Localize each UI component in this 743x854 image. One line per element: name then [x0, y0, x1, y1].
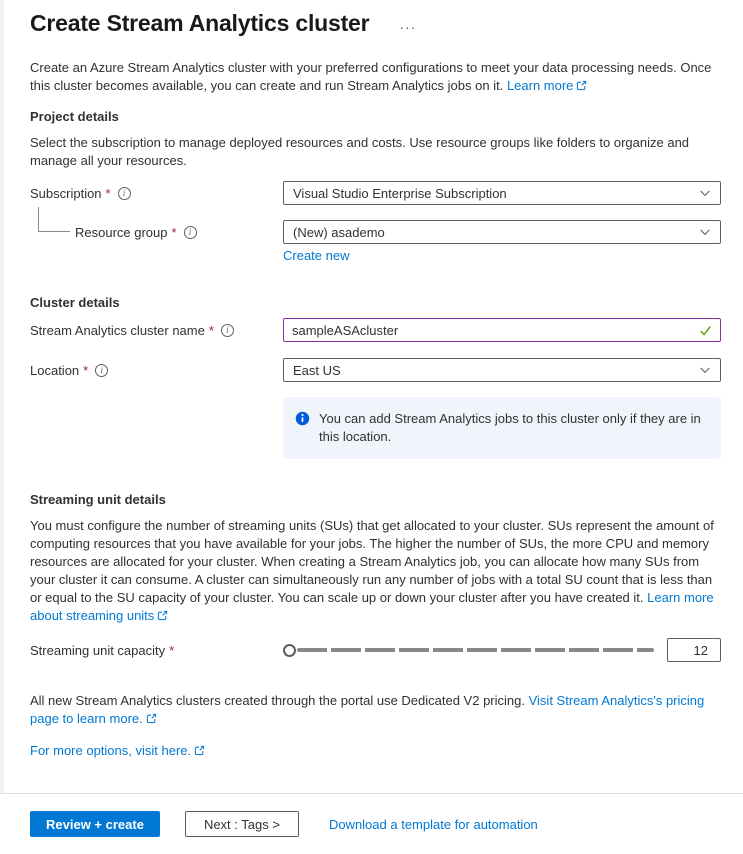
external-link-icon: [194, 745, 205, 756]
titlebar: [30, 10, 721, 37]
valid-check-icon: [699, 324, 712, 337]
chevron-down-icon: [699, 364, 711, 376]
streaming-capacity-input[interactable]: [667, 638, 721, 662]
cluster-name-row: [30, 318, 721, 342]
pricing-paragraph: All new Stream Analytics clusters created through the portal use Dedicated V2 pricing. Visit Stream Analytics's pricing page to learn more.: [30, 693, 705, 726]
required-asterisk: *: [169, 642, 175, 658]
streaming-description: You must configure the number of streaming units (SUs) that get allocated to your cluster. SUs represent the amount of computing resources that you have available for your jobs. The higher the number of SUs, the more CPU and memory resources are allocated for your cluster. When creating a Stream Analytics job, you can allocate how many SUs from your cluster it can consume. A cluster can simultaneously run any number of jobs with a total SU count that is less than or equal to the SU capacity of your cluster. You can scale up or down your cluster after you have created it. Learn more about streaming units: [30, 518, 714, 623]
subscription-label: Subscription * i: [30, 186, 283, 201]
cluster-name-input[interactable]: [292, 323, 699, 338]
page-title: Create Stream Analytics cluster: [30, 10, 370, 36]
subscription-dropdown[interactable]: [283, 181, 721, 205]
slider-handle[interactable]: [283, 644, 296, 657]
location-value: East US: [293, 362, 341, 378]
slider-track[interactable]: [297, 648, 654, 652]
required-asterisk: *: [105, 185, 111, 201]
intro-text: Create an Azure Stream Analytics cluster with your preferred configurations to meet your data processing needs. Once this cluster becomes available, you can create and run Stream Analytics jobs on it.: [30, 60, 712, 93]
info-icon[interactable]: i: [118, 187, 131, 200]
cluster-details-heading: Cluster details: [30, 295, 120, 310]
location-row: [30, 358, 721, 382]
streaming-capacity-row: [30, 638, 721, 662]
more-menu-icon[interactable]: ···: [399, 18, 417, 35]
download-template-link[interactable]: Download a template for automation: [328, 816, 538, 832]
pricing-page-link[interactable]: Visit Stream Analytics's pricing page to learn more.: [30, 693, 705, 726]
cluster-name-label: Stream Analytics cluster name * i: [30, 323, 283, 338]
next-tags-button[interactable]: Next : Tags >: [185, 811, 299, 837]
external-link-icon: [146, 713, 157, 724]
project-details-heading: Project details: [30, 109, 119, 124]
required-asterisk: *: [171, 224, 177, 240]
external-link-icon: [157, 610, 168, 621]
resource-group-value: (New) asademo: [293, 224, 385, 240]
streaming-capacity-slider[interactable]: [283, 638, 654, 662]
project-details-description: Select the subscription to manage deployed resources and costs. Use resource groups like folders to organize and manage all your resources.: [30, 135, 690, 168]
info-icon[interactable]: i: [221, 324, 234, 337]
chevron-down-icon: [699, 226, 711, 238]
project-form-group: [30, 181, 721, 263]
resource-group-connector-line: [38, 207, 70, 232]
info-filled-icon: [295, 411, 310, 426]
chevron-down-icon: [699, 187, 711, 199]
streaming-capacity-label: Streaming unit capacity *: [30, 642, 175, 658]
cluster-name-input-wrap: [283, 318, 721, 342]
more-options-paragraph: [30, 742, 718, 760]
resource-group-label: Resource group * i: [30, 225, 283, 240]
footer-action-bar: [0, 793, 743, 854]
create-new-link[interactable]: Create new: [283, 248, 350, 263]
learn-more-streaming-units-link[interactable]: Learn more about streaming units: [30, 590, 714, 623]
required-asterisk: *: [83, 362, 89, 378]
info-icon[interactable]: i: [184, 226, 197, 239]
intro-paragraph: [30, 59, 718, 95]
streaming-unit-details-heading: Streaming unit details: [30, 492, 166, 507]
more-options-link[interactable]: For more options, visit here.: [30, 743, 192, 758]
external-link-icon: [576, 80, 587, 91]
info-icon[interactable]: i: [95, 364, 108, 377]
subscription-value: Visual Studio Enterprise Subscription: [293, 185, 507, 201]
resource-group-dropdown[interactable]: [283, 220, 721, 244]
location-dropdown[interactable]: [283, 358, 721, 382]
required-asterisk: *: [208, 322, 214, 338]
location-info-box: [283, 397, 721, 459]
learn-more-link[interactable]: Learn more: [506, 78, 574, 93]
info-box-text: You can add Stream Analytics jobs to this cluster only if they are in this location.: [319, 411, 701, 444]
review-create-button[interactable]: Review + create: [30, 811, 160, 837]
resource-group-row: [30, 220, 721, 244]
location-label: Location * i: [30, 363, 283, 378]
subscription-row: [30, 181, 721, 205]
